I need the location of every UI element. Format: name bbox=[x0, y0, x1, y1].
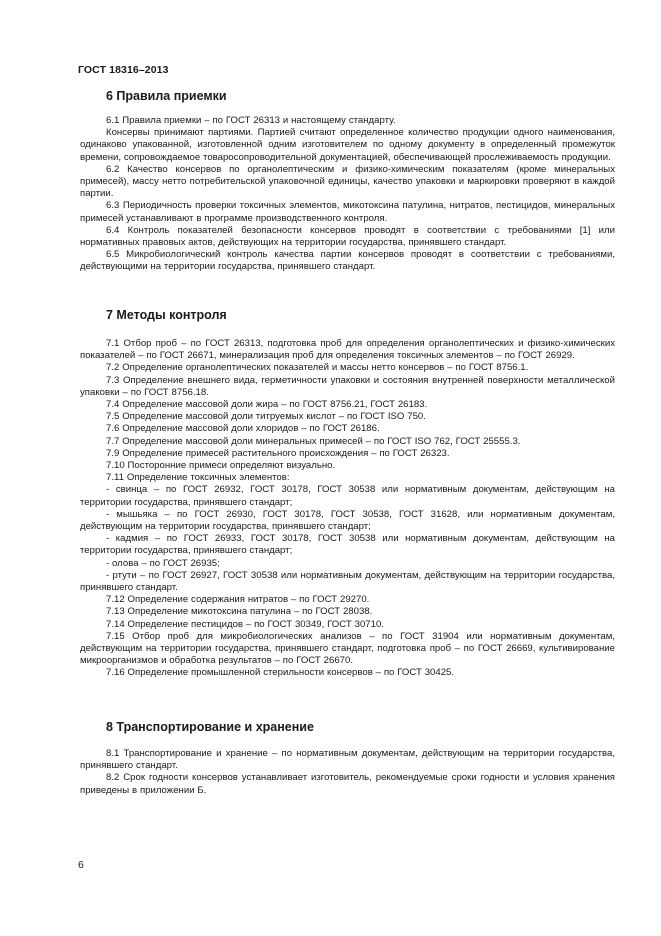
paragraph: 7.16 Определение промышленной стерильности консервов – по ГОСТ 30425. bbox=[106, 667, 455, 679]
paragraph: 6.2 Качество консервов по органолептическим и физико-химическим показателям (кроме минеральных примесей), массу нетто потребительской упаковочной единицы, качество упаковки и маркировки проверяют в каждой партии. bbox=[80, 163, 615, 200]
paragraph: 7.11 Определение токсичных элементов: bbox=[106, 472, 290, 484]
paragraph: 7.4 Определение массовой доли жира – по ГОСТ 8756.21, ГОСТ 26183. bbox=[106, 399, 428, 411]
list-item: - олова – по ГОСТ 26935; bbox=[106, 557, 220, 569]
paragraph: 7.1 Отбор проб – по ГОСТ 26313, подготовка проб для определения органолептических и физико-химических показателей – по ГОСТ 26671, минерализация проб для определения токсичных элементов – по ГОСТ 26929. bbox=[80, 338, 615, 362]
section-control-methods bbox=[80, 307, 615, 680]
page-number: 6 bbox=[78, 859, 84, 871]
paragraph: 7.9 Определение примесей растительного происхождения – по ГОСТ 26323. bbox=[106, 447, 450, 459]
section-acceptance-rules bbox=[80, 88, 615, 274]
list-item: - ртути – по ГОСТ 26927, ГОСТ 30538 или нормативным документам, действующим на территории государства, принявшего стандарт. bbox=[80, 569, 615, 594]
paragraph: 7.10 Посторонние примеси определяют визуально. bbox=[106, 460, 336, 472]
paragraph: 7.2 Определение органолептических показателей и массы нетто консервов – по ГОСТ 8756.1. bbox=[106, 362, 529, 374]
paragraph: 8.2 Срок годности консервов устанавливает изготовитель, рекомендуемые сроки годности и условия хранения приведены в приложении Б. bbox=[80, 772, 615, 796]
paragraph: 6.5 Микробиологический контроль качества партии консервов проводят в соответствии с требованиями, действующими на территории государства, принявшего стандарт. bbox=[80, 249, 615, 273]
paragraph: 6.3 Периодичность проверки токсичных элементов, микотоксина патулина, нитратов, пестицидов, минеральных примесей устанавливают в программе производственного контроля. bbox=[80, 200, 615, 224]
document-code-header: ГОСТ 18316–2013 bbox=[78, 64, 169, 76]
paragraph: 7.12 Определение содержания нитратов – по ГОСТ 29270. bbox=[106, 594, 370, 606]
section-title: 8 Транспортирование и хранение bbox=[106, 720, 314, 734]
paragraph: 7.7 Определение массовой доли минеральных примесей – по ГОСТ ISO 762, ГОСТ 25555.3. bbox=[106, 435, 521, 447]
list-item: - мышьяка – по ГОСТ 26930, ГОСТ 30178, ГОСТ 30538, ГОСТ 31628, или нормативным документам, действующим на территории государства, принявшего стандарт; bbox=[80, 508, 615, 533]
paragraph: 7.13 Определение микотоксина патулина – по ГОСТ 28038. bbox=[106, 606, 373, 618]
paragraph: 8.1 Транспортирование и хранение – по нормативным документам, действующим на территории государства, принявшего стандарт. bbox=[80, 748, 615, 772]
section-title: 7 Методы контроля bbox=[106, 308, 227, 322]
paragraph: 6.4 Контроль показателей безопасности консервов проводят в соответствии с требованиями [1] или нормативных правовых актов, действующих на территории государства, принявшего стандарт. bbox=[80, 224, 615, 249]
paragraph: 7.3 Определение внешнего вида, герметичности упаковки и состояния внутренней поверхности металлической упаковки – по ГОСТ 8756.18. bbox=[80, 374, 615, 398]
list-item: - кадмия – по ГОСТ 26933, ГОСТ 30178, ГОСТ 30538 или нормативным документам, действующим на территории государства, принявшего стандарт; bbox=[80, 533, 615, 557]
paragraph: 6.1 Правила приемки – по ГОСТ 26313 и настоящему стандарту. bbox=[106, 115, 396, 126]
paragraph: Консервы принимают партиями. Партией считают определенное количество продукции одного наименования, одинаково упакованной, изготовленной одним изготовителем по одному документу в определенный промежуток времени, сопровождаемое товаросопроводительной документацией, обеспечивающей прослеживаемость продукции. bbox=[80, 127, 615, 163]
paragraph: 7.15 Отбор проб для микробиологических анализов – по ГОСТ 31904 или нормативным документам, действующим на территории государства, принявшего стандарт, подготовка проб – по ГОСТ 26669, культивирование микроорганизмов и обработка результатов – по ГОСТ 26670. bbox=[80, 630, 615, 667]
paragraph: 7.14 Определение пестицидов – по ГОСТ 30349, ГОСТ 30710. bbox=[106, 618, 384, 630]
paragraph: 7.5 Определение массовой доли титруемых кислот – по ГОСТ ISO 750. bbox=[106, 411, 426, 423]
list-item: - свинца – по ГОСТ 26932, ГОСТ 30178, ГОСТ 30538 или нормативным документам, действующим на территории государства, принявшего стандарт; bbox=[80, 484, 615, 508]
paragraph: 7.6 Определение массовой доли хлоридов – по ГОСТ 26186. bbox=[106, 423, 380, 435]
section-transport-storage bbox=[80, 719, 615, 797]
section-title: 6 Правила приемки bbox=[106, 89, 227, 103]
